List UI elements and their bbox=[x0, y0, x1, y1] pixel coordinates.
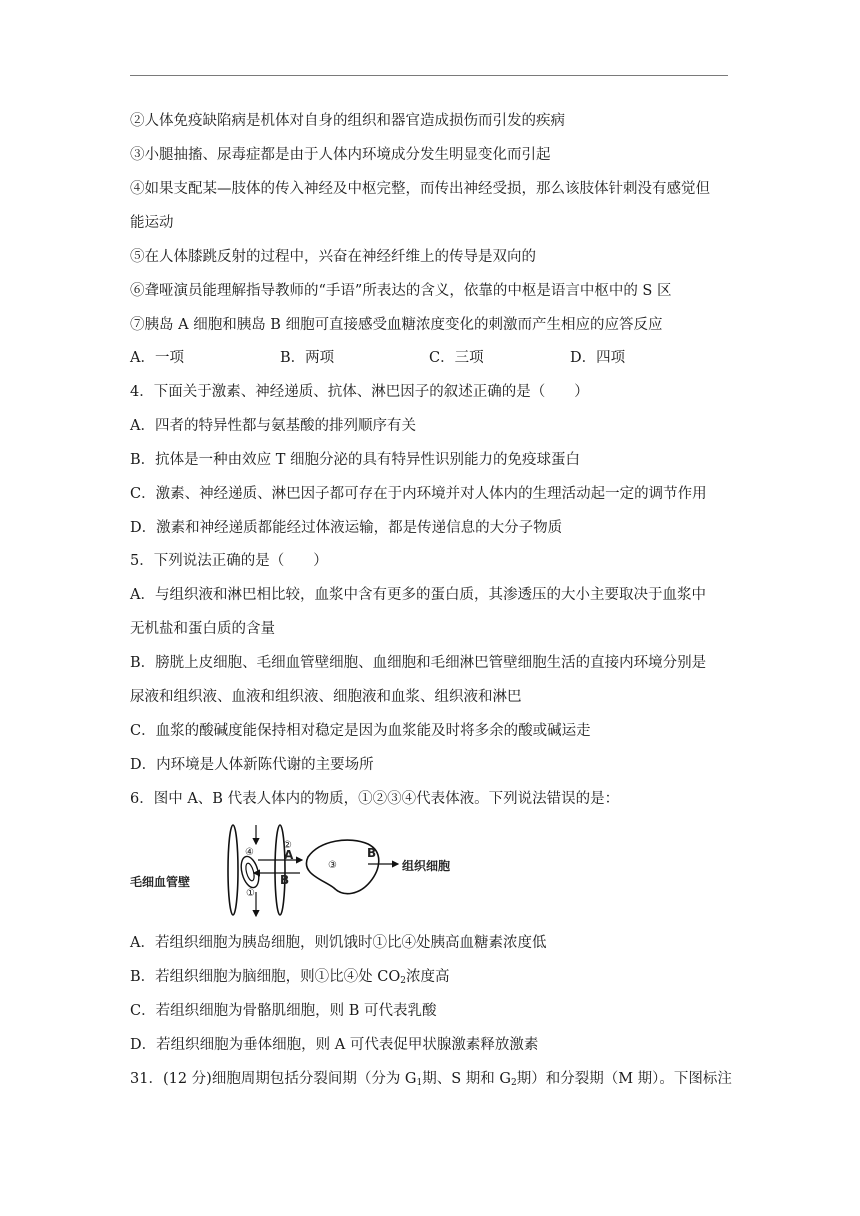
q4-option-b: B．抗体是一种由效应 T 细胞分泌的具有特异性识别能力的免疫球蛋白 bbox=[130, 452, 581, 468]
fluid-4-label: ④ bbox=[245, 847, 254, 858]
fluid-1-label: ① bbox=[246, 888, 255, 899]
statement-6: ⑥聋哑演员能理解指导教师的“手语”所表达的含义，依靠的中枢是语言中枢中的 S 区 bbox=[130, 283, 672, 299]
blood-cell-core bbox=[244, 862, 255, 881]
q5-stem: 5．下列说法正确的是（ ） bbox=[130, 553, 328, 569]
substance-b-label: B bbox=[280, 873, 290, 887]
q6-option-a: A．若组织细胞为胰岛细胞，则饥饿时①比④处胰高血糖素浓度低 bbox=[130, 935, 547, 951]
fluid-3-label: ③ bbox=[328, 860, 337, 871]
statement-7: ⑦胰岛 A 细胞和胰岛 B 细胞可直接感受血糖浓度变化的刺激而产生相应的应答反应 bbox=[130, 317, 663, 333]
capillary-wall-right bbox=[275, 825, 285, 915]
substance-b-out-label: B bbox=[367, 846, 377, 860]
q5-option-b: B．膀胱上皮细胞、毛细血管壁细胞、血细胞和毛细淋巴管壁细胞生活的直接内环境分别是 bbox=[130, 655, 707, 671]
statement-3: ③小腿抽搐、尿毒症都是由于人体内环境成分发生明显变化而引起 bbox=[130, 147, 551, 163]
substance-a-label: A bbox=[284, 848, 294, 862]
header-rule bbox=[130, 75, 728, 76]
capillary-wall-label: 毛细血管壁 bbox=[130, 875, 191, 889]
q5-option-c: C．血浆的酸碱度能保持相对稳定是因为血浆能及时将多余的酸或碱运走 bbox=[130, 723, 591, 739]
q4-option-a: A．四者的特异性都与氨基酸的排列顺序有关 bbox=[130, 418, 416, 434]
q5-option-a-cont: 无机盐和蛋白质的含量 bbox=[130, 621, 275, 637]
capillary-wall-left bbox=[228, 825, 238, 915]
q4-option-c: C．激素、神经递质、淋巴因子都可存在于内环境并对人体内的生理活动起一定的调节作用 bbox=[130, 486, 707, 502]
q6-option-c: C．若组织细胞为骨骼肌细胞，则 B 可代表乳酸 bbox=[130, 1003, 437, 1019]
q3-option-b: B．两项 bbox=[280, 350, 335, 366]
tissue-cell-label: 组织细胞 bbox=[402, 859, 451, 873]
statement-5: ⑤在人体膝跳反射的过程中，兴奋在神经纤维上的传导是双向的 bbox=[130, 249, 536, 265]
q3-option-d: D．四项 bbox=[570, 350, 626, 366]
q4-stem: 4．下面关于激素、神经递质、抗体、淋巴因子的叙述正确的是（ ） bbox=[130, 384, 589, 400]
statement-4: ④如果支配某—肢体的传入神经及中枢完整，而传出神经受损，那么该肢体针刺没有感觉但 bbox=[130, 181, 710, 197]
q31-stem: 31．(12 分)细胞周期包括分裂间期（分为 $G_1$期、S 期和 $G_2$期）和分裂期（M 期）。下图标注 bbox=[130, 1071, 732, 1088]
fluid-2-label: ② bbox=[283, 840, 292, 851]
q5-option-b-cont: 尿液和组织液、血液和组织液、细胞液和血浆、组织液和淋巴 bbox=[130, 689, 522, 705]
q3-option-a: A．一项 bbox=[130, 350, 184, 366]
q3-option-c: C．三项 bbox=[429, 350, 484, 366]
q5-option-a: A．与组织液和淋巴相比较，血浆中含有更多的蛋白质，其渗透压的大小主要取决于血浆中 bbox=[130, 587, 706, 603]
statement-2: ②人体免疫缺陷病是机体对自身的组织和器官造成损伤而引发的疾病 bbox=[130, 113, 565, 129]
statement-4-cont: 能运动 bbox=[130, 215, 174, 231]
q6-option-b: B．若组织细胞为脑细胞，则①比④处 $CO_2$浓度高 bbox=[130, 969, 450, 986]
q5-option-d: D．内环境是人体新陈代谢的主要场所 bbox=[130, 757, 374, 773]
q4-option-d: D．激素和神经递质都能经过体液运输，都是传递信息的大分子物质 bbox=[130, 520, 563, 536]
q6-option-d: D．若组织细胞为垂体细胞，则 A 可代表促甲状腺激素释放激素 bbox=[130, 1037, 539, 1053]
body-fluid-diagram bbox=[130, 822, 470, 918]
q6-stem: 6．图中 A、B 代表人体内的物质，①②③④代表体液。下列说法错误的是： bbox=[130, 791, 620, 807]
